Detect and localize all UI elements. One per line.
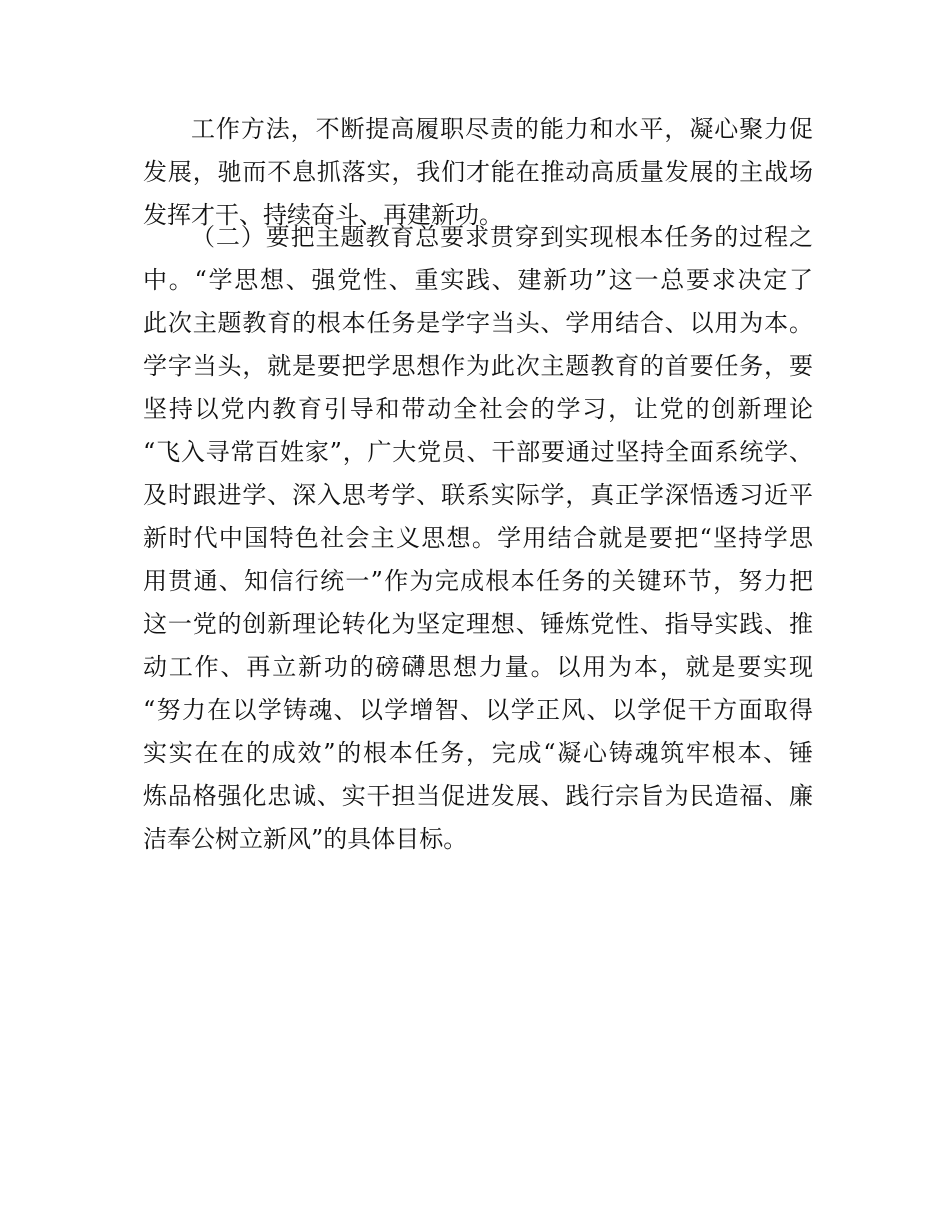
- paragraph-line: 炼品格强化忠诚、实干担当促进发展、践行宗旨为民造福、廉: [143, 782, 813, 810]
- paragraph-line: 坚持以党内教育引导和带动全社会的学习，让党的创新理论: [143, 395, 813, 423]
- paragraph-line: 洁奉公树立新风”的具体目标。: [143, 825, 468, 853]
- paragraph-line: 中。“学思想、强党性、重实践、建新功”这一总要求决定了: [143, 266, 813, 294]
- paragraph-line: （二）要把主题教育总要求贯穿到实现根本任务的过程之: [191, 223, 813, 251]
- paragraph-line: 动工作、再立新功的磅礴思想力量。以用为本，就是要实现: [143, 653, 813, 681]
- paragraph-line: 及时跟进学、深入思考学、联系实际学，真正学深悟透习近平: [143, 481, 813, 509]
- paragraph-line: 新时代中国特色社会主义思想。学用结合就是要把“坚持学思: [143, 524, 813, 552]
- paragraph-line: 学字当头，就是要把学思想作为此次主题教育的首要任务，要: [143, 352, 813, 380]
- paragraph-line: 用贯通、知信行统一”作为完成根本任务的关键环节，努力把: [143, 567, 813, 595]
- paragraph-line: “飞入寻常百姓家”，广大党员、干部要通过坚持全面系统学、: [143, 438, 813, 466]
- paragraph-line: “努力在以学铸魂、以学增智、以学正风、以学促干方面取得: [143, 696, 813, 724]
- paragraph-line: 实实在在的成效”的根本任务，完成“凝心铸魂筑牢根本、锤: [143, 739, 813, 767]
- paragraph-line: 工作方法，不断提高履职尽责的能力和水平，凝心聚力促: [191, 115, 813, 143]
- paragraph-line: 发挥才干、持续奋斗、再建新功。: [143, 201, 503, 229]
- paragraph-line: 发展，驰而不息抓落实，我们才能在推动高质量发展的主战场: [143, 158, 813, 186]
- paragraph-2: [143, 216, 813, 861]
- paragraph-line: 这一党的创新理论转化为坚定理想、锤炼党性、指导实践、推: [143, 610, 813, 638]
- paragraph-line: 此次主题教育的根本任务是学字当头、学用结合、以用为本。: [143, 309, 813, 337]
